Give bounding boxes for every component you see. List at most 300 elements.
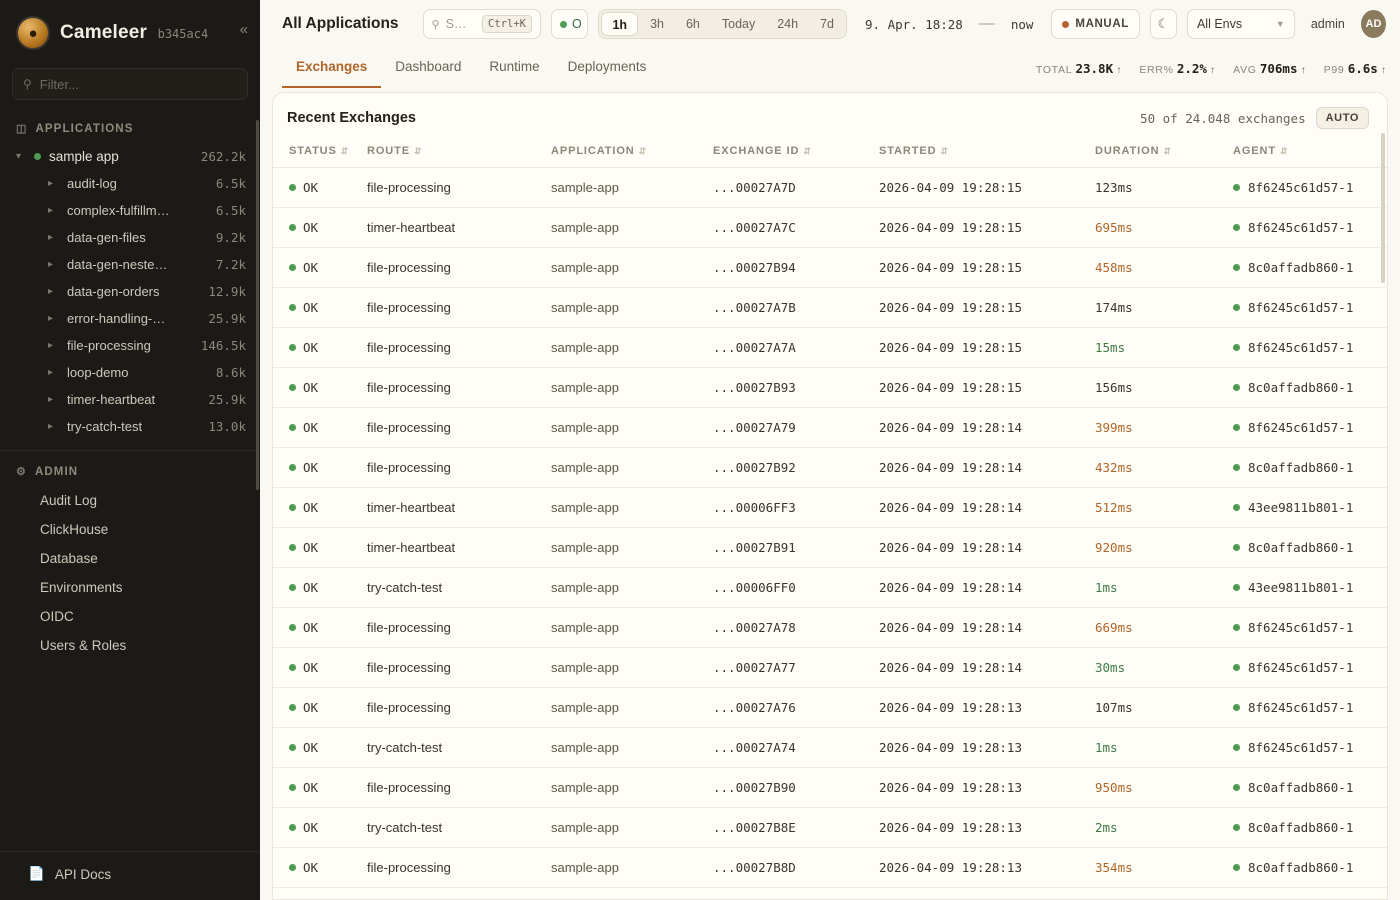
agent-label: 8c0affadb860-1	[1248, 380, 1354, 395]
moon-icon[interactable]: ☾	[1150, 9, 1177, 39]
table-row[interactable]	[273, 328, 1387, 368]
cell-duration: 2ms	[1087, 808, 1225, 848]
agent-status-dot-icon	[1233, 824, 1240, 831]
stat-value: 706ms	[1259, 60, 1298, 76]
table-row[interactable]	[273, 488, 1387, 528]
chevron-right-icon[interactable]: ▸	[48, 367, 54, 378]
agent-status-dot-icon	[1233, 544, 1240, 551]
manual-dot-icon	[1062, 21, 1069, 28]
table-row[interactable]	[273, 848, 1387, 888]
cell-started: 2026-04-09 19:28:14	[871, 528, 1087, 568]
sidebar-child-label: data-gen-files	[67, 230, 146, 245]
cell-duration: 123ms	[1087, 168, 1225, 208]
tabs	[282, 48, 660, 88]
cell-duration: 354ms	[1087, 848, 1225, 888]
sidebar-child-item[interactable]	[0, 305, 260, 332]
cell-started: 2026-04-09 19:28:15	[871, 328, 1087, 368]
column-header-label: EXCHANGE ID	[713, 145, 800, 157]
sidebar-app-label: sample app	[49, 149, 119, 164]
status-dot-icon	[289, 624, 296, 631]
status-label: OK	[303, 860, 319, 875]
cell-exchange-id[interactable]: ...00027A79	[705, 408, 871, 448]
chevron-right-icon[interactable]: ▸	[48, 340, 54, 351]
sidebar-item-sample-app[interactable]	[0, 143, 260, 170]
sidebar-child-label: file-processing	[67, 338, 151, 353]
cell-exchange-id[interactable]: ...00027A7A	[705, 328, 871, 368]
cell-duration: 432ms	[1087, 448, 1225, 488]
cell-started: 2026-04-09 19:28:14	[871, 648, 1087, 688]
agent-label: 8f6245c61d57-1	[1248, 180, 1354, 195]
cell-route: file-processing	[359, 648, 543, 688]
page-title: All Applications	[282, 15, 399, 32]
chevron-right-icon[interactable]: ▸	[48, 421, 54, 432]
agent-label: 8f6245c61d57-1	[1248, 700, 1354, 715]
sidebar-section-admin	[0, 455, 260, 486]
cell-exchange-id[interactable]: ...00027B93	[705, 368, 871, 408]
status-dot-icon	[34, 153, 41, 160]
stat-total	[1036, 61, 1121, 76]
table-row[interactable]	[273, 448, 1387, 488]
cell-started: 2026-04-09 19:28:14	[871, 608, 1087, 648]
table-row[interactable]	[273, 248, 1387, 288]
cell-application: sample-app	[543, 208, 705, 248]
agent-status-dot-icon	[1233, 704, 1240, 711]
global-search[interactable]	[423, 9, 541, 39]
sidebar-child-label: try-catch-test	[67, 419, 143, 434]
status-dot-icon	[289, 424, 296, 431]
sidebar-child-item[interactable]	[0, 278, 260, 305]
cell-status	[273, 288, 359, 328]
sidebar-child-item[interactable]	[0, 386, 260, 413]
status-label: OK	[303, 740, 319, 755]
cell-status	[273, 208, 359, 248]
cell-application: sample-app	[543, 328, 705, 368]
status-dot-icon	[289, 824, 296, 831]
stat-errpct	[1139, 61, 1215, 76]
table-row[interactable]	[273, 728, 1387, 768]
cell-started: 2026-04-09 19:28:13	[871, 848, 1087, 888]
column-header-label: STARTED	[879, 145, 937, 157]
cell-exchange-id[interactable]: ...00027A7D	[705, 168, 871, 208]
cell-route: try-catch-test	[359, 728, 543, 768]
cell-status	[273, 768, 359, 808]
stat-value: 6.6s	[1347, 60, 1378, 76]
exchanges-table	[273, 139, 1387, 888]
sidebar-child-label: data-gen-orders	[67, 284, 160, 299]
agent-label: 8f6245c61d57-1	[1248, 740, 1354, 755]
sidebar-admin-item[interactable]: OIDC	[40, 609, 74, 624]
exchanges-table-scroll[interactable]	[273, 139, 1387, 899]
agent-label: 8f6245c61d57-1	[1248, 620, 1354, 635]
agent-label: 8f6245c61d57-1	[1248, 300, 1354, 315]
cell-agent	[1225, 208, 1387, 248]
search-icon: ⚲	[431, 18, 440, 31]
cell-application: sample-app	[543, 848, 705, 888]
status-label: OK	[303, 500, 319, 515]
chevron-right-icon[interactable]: ▸	[48, 178, 54, 189]
cell-route: file-processing	[359, 248, 543, 288]
status-dot-icon	[289, 264, 296, 271]
chevron-right-icon[interactable]: ▸	[48, 232, 54, 243]
range-button-1h[interactable]: 1h	[601, 12, 638, 36]
panel-header	[273, 93, 1387, 139]
chevrons-left-icon[interactable]: «	[239, 21, 248, 38]
sort-icon[interactable]: ⇵	[340, 146, 350, 156]
sort-icon[interactable]: ⇵	[1280, 146, 1289, 156]
chevron-right-icon[interactable]: ▸	[48, 259, 54, 270]
cell-status	[273, 448, 359, 488]
tabs-row	[260, 48, 1400, 88]
column-header-started[interactable]	[871, 139, 1087, 168]
cell-status	[273, 408, 359, 448]
cell-duration: 174ms	[1087, 288, 1225, 328]
column-header-status[interactable]	[273, 139, 359, 168]
table-row[interactable]	[273, 528, 1387, 568]
cell-status	[273, 248, 359, 288]
stat-value: 23.8K	[1075, 60, 1114, 76]
agent-status-dot-icon	[1233, 464, 1240, 471]
column-header-label: APPLICATION	[551, 145, 635, 157]
cell-duration: 950ms	[1087, 768, 1225, 808]
status-label: OK	[303, 180, 319, 195]
status-dot-icon	[289, 504, 296, 511]
sidebar-child-item[interactable]	[0, 224, 260, 251]
cell-agent	[1225, 488, 1387, 528]
sidebar-item-api-docs[interactable]	[0, 851, 260, 900]
cell-exchange-id[interactable]: ...00027B92	[705, 448, 871, 488]
sidebar-child-item[interactable]	[0, 413, 260, 440]
sidebar-child-item[interactable]	[0, 197, 260, 224]
tab-exchanges[interactable]: Exchanges	[282, 48, 381, 88]
cell-status	[273, 528, 359, 568]
gear-icon: ⚙	[16, 466, 27, 478]
brand-name: Cameleer	[60, 22, 148, 43]
sidebar-child-count: 146.5k	[200, 338, 246, 353]
column-header-label: ROUTE	[367, 145, 410, 157]
table-row[interactable]	[273, 288, 1387, 328]
cell-agent	[1225, 568, 1387, 608]
table-row[interactable]	[273, 648, 1387, 688]
chevron-down-icon[interactable]: ▾	[16, 151, 22, 162]
sidebar-admin-item[interactable]: Environments	[40, 580, 123, 595]
sidebar-header	[0, 0, 260, 64]
time-from[interactable]: 9. Apr. 18:28	[865, 16, 963, 32]
table-row[interactable]	[273, 408, 1387, 448]
cell-route: timer-heartbeat	[359, 208, 543, 248]
sort-icon[interactable]: ⇵	[940, 146, 949, 156]
cell-status	[273, 608, 359, 648]
stat-label: AVG	[1233, 63, 1257, 76]
cell-route: file-processing	[359, 368, 543, 408]
table-row[interactable]	[273, 208, 1387, 248]
cell-status	[273, 168, 359, 208]
avatar[interactable]: AD	[1361, 10, 1386, 38]
cell-started: 2026-04-09 19:28:14	[871, 488, 1087, 528]
cell-agent	[1225, 288, 1387, 328]
cell-exchange-id[interactable]: ...00027B94	[705, 248, 871, 288]
status-label: OK	[303, 700, 319, 715]
agent-status-dot-icon	[1233, 864, 1240, 871]
status-label: OK	[303, 300, 319, 315]
sort-icon[interactable]: ⇵	[803, 146, 812, 156]
cell-started: 2026-04-09 19:28:13	[871, 808, 1087, 848]
document-icon: 📄	[28, 866, 45, 881]
sidebar	[0, 0, 260, 900]
cell-exchange-id[interactable]: ...00027A7C	[705, 208, 871, 248]
cell-agent	[1225, 528, 1387, 568]
status-label: OK	[303, 260, 319, 275]
table-body	[273, 168, 1387, 888]
status-dot-icon	[289, 544, 296, 551]
cell-started: 2026-04-09 19:28:15	[871, 168, 1087, 208]
cell-exchange-id[interactable]: ...00027B8E	[705, 808, 871, 848]
cell-duration: 107ms	[1087, 688, 1225, 728]
cell-duration: 1ms	[1087, 728, 1225, 768]
sidebar-admin-item[interactable]: Users & Roles	[40, 638, 127, 653]
tab-dashboard[interactable]: Dashboard	[395, 59, 462, 74]
cell-duration: 30ms	[1087, 648, 1225, 688]
cell-application: sample-app	[543, 248, 705, 288]
agent-label: 43ee9811b801-1	[1248, 580, 1354, 595]
cell-agent	[1225, 328, 1387, 368]
sidebar-child-count: 7.2k	[215, 257, 246, 272]
cell-status	[273, 328, 359, 368]
cell-exchange-id[interactable]: ...00027A76	[705, 688, 871, 728]
sidebar-child-label: audit-log	[67, 176, 117, 191]
cell-duration: 1ms	[1087, 568, 1225, 608]
status-dot-icon	[289, 864, 296, 871]
live-dot-icon	[560, 21, 567, 28]
agent-label: 8f6245c61d57-1	[1248, 220, 1354, 235]
cell-exchange-id[interactable]: ...00027B91	[705, 528, 871, 568]
cell-agent	[1225, 768, 1387, 808]
stat-trend-icon: ↑	[1381, 64, 1386, 76]
cell-agent	[1225, 848, 1387, 888]
status-label: OK	[303, 380, 319, 395]
range-button-6h[interactable]: 6h	[685, 17, 700, 31]
cell-agent	[1225, 808, 1387, 848]
chevron-right-icon[interactable]: ▸	[48, 286, 54, 297]
range-button-24h[interactable]: 24h	[777, 17, 799, 31]
sidebar-child-item[interactable]	[0, 170, 260, 197]
table-scrollbar[interactable]	[1381, 133, 1385, 283]
agent-status-dot-icon	[1233, 384, 1240, 391]
recent-exchanges-panel	[272, 92, 1388, 900]
status-dot-icon	[289, 664, 296, 671]
time-to[interactable]: now	[1010, 16, 1034, 32]
cell-started: 2026-04-09 19:28:13	[871, 768, 1087, 808]
chevron-right-icon[interactable]: ▸	[48, 205, 54, 216]
column-header-duration[interactable]	[1087, 139, 1225, 168]
cell-exchange-id[interactable]: ...00027B8D	[705, 848, 871, 888]
cell-exchange-id[interactable]: ...00006FF0	[705, 568, 871, 608]
status-dot-icon	[289, 744, 296, 751]
panel-title: Recent Exchanges	[287, 110, 416, 126]
env-select[interactable]	[1187, 9, 1295, 39]
sidebar-section-label-applications: APPLICATIONS	[35, 122, 134, 135]
cell-exchange-id[interactable]: ...00027A78	[705, 608, 871, 648]
status-dot-icon	[289, 344, 296, 351]
live-status-label: O	[571, 17, 582, 31]
sidebar-child-count: 12.9k	[208, 284, 246, 299]
cell-agent	[1225, 608, 1387, 648]
status-dot-icon	[289, 584, 296, 591]
cell-agent	[1225, 168, 1387, 208]
status-dot-icon	[289, 224, 296, 231]
agent-status-dot-icon	[1233, 504, 1240, 511]
sort-icon[interactable]: ⇵	[1163, 146, 1172, 156]
range-button-7d[interactable]: 7d	[820, 17, 834, 31]
status-label: OK	[303, 820, 319, 835]
agent-status-dot-icon	[1233, 264, 1240, 271]
sidebar-scrollbar[interactable]	[256, 120, 259, 490]
sidebar-child-count: 6.5k	[215, 176, 246, 191]
agent-status-dot-icon	[1233, 424, 1240, 431]
agent-label: 43ee9811b801-1	[1248, 500, 1354, 515]
sidebar-child-label: loop-demo	[67, 365, 129, 380]
cell-status	[273, 568, 359, 608]
cell-route: timer-heartbeat	[359, 488, 543, 528]
cell-route: file-processing	[359, 768, 543, 808]
status-dot-icon	[289, 184, 296, 191]
auto-refresh-badge[interactable]: AUTO	[1316, 107, 1369, 129]
stat-label: ERR%	[1139, 63, 1174, 76]
cell-started: 2026-04-09 19:28:14	[871, 408, 1087, 448]
cell-application: sample-app	[543, 448, 705, 488]
cell-started: 2026-04-09 19:28:13	[871, 688, 1087, 728]
cell-exchange-id[interactable]: ...00006FF3	[705, 488, 871, 528]
status-label: OK	[303, 660, 319, 675]
cell-application: sample-app	[543, 528, 705, 568]
table-row[interactable]	[273, 168, 1387, 208]
agent-label: 8f6245c61d57-1	[1248, 420, 1354, 435]
status-label: OK	[303, 540, 319, 555]
app-logo-icon: ●	[16, 16, 50, 50]
range-button-today[interactable]: Today	[721, 17, 756, 31]
tab-runtime[interactable]: Runtime	[489, 59, 540, 74]
agent-status-dot-icon	[1233, 184, 1240, 191]
stats-summary	[1036, 61, 1386, 76]
table-row[interactable]	[273, 368, 1387, 408]
agent-label: 8c0affadb860-1	[1248, 860, 1354, 875]
chevron-right-icon[interactable]: ▸	[48, 313, 54, 324]
sidebar-child-item[interactable]	[0, 332, 260, 359]
agent-status-dot-icon	[1233, 744, 1240, 751]
cell-agent	[1225, 368, 1387, 408]
sidebar-children-list	[0, 170, 260, 440]
cell-application: sample-app	[543, 168, 705, 208]
table-header	[273, 139, 1387, 168]
agent-label: 8f6245c61d57-1	[1248, 660, 1354, 675]
sidebar-admin-item[interactable]: Database	[40, 551, 98, 566]
cube-icon: ◫	[16, 123, 28, 135]
agent-status-dot-icon	[1233, 784, 1240, 791]
sidebar-child-label: complex-fulfillm…	[67, 203, 170, 218]
sidebar-admin-list	[0, 486, 260, 660]
sidebar-child-item[interactable]	[0, 359, 260, 386]
table-row[interactable]	[273, 568, 1387, 608]
stat-label: P99	[1323, 63, 1345, 76]
column-header-label: DURATION	[1095, 145, 1160, 157]
filter-box[interactable]	[12, 68, 248, 100]
cell-status	[273, 848, 359, 888]
brand-build-id: b345ac4	[157, 27, 209, 41]
filter-input[interactable]	[40, 77, 237, 92]
sidebar-child-label: timer-heartbeat	[67, 392, 156, 407]
column-header-agent[interactable]	[1225, 139, 1387, 168]
sidebar-app-count: 262.2k	[200, 149, 246, 164]
cell-started: 2026-04-09 19:28:15	[871, 288, 1087, 328]
table-header-row	[273, 139, 1387, 168]
cell-route: timer-heartbeat	[359, 528, 543, 568]
table-row[interactable]	[273, 688, 1387, 728]
sidebar-child-label: data-gen-neste…	[67, 257, 168, 272]
range-button-3h[interactable]: 3h	[650, 17, 664, 31]
cell-started: 2026-04-09 19:28:15	[871, 208, 1087, 248]
cell-route: try-catch-test	[359, 568, 543, 608]
time-range-group[interactable]	[598, 9, 847, 39]
env-select-value: All Envs	[1196, 17, 1243, 31]
status-label: OK	[303, 420, 319, 435]
agent-label: 8c0affadb860-1	[1248, 820, 1354, 835]
column-header-exchange-id[interactable]	[705, 139, 871, 168]
cell-exchange-id[interactable]: ...00027A74	[705, 728, 871, 768]
user-name: admin	[1310, 17, 1345, 31]
sort-icon[interactable]: ⇵	[638, 146, 648, 156]
sidebar-admin-item[interactable]: ClickHouse	[40, 522, 109, 537]
cell-exchange-id[interactable]: ...00027A7B	[705, 288, 871, 328]
sidebar-child-count: 13.0k	[208, 419, 246, 434]
cell-exchange-id[interactable]: ...00027A77	[705, 648, 871, 688]
table-row[interactable]	[273, 608, 1387, 648]
chevron-right-icon[interactable]: ▸	[48, 394, 54, 405]
agent-label: 8c0affadb860-1	[1248, 260, 1354, 275]
sidebar-divider	[0, 450, 260, 451]
cell-status	[273, 648, 359, 688]
column-header-route[interactable]	[359, 139, 543, 168]
sort-icon[interactable]: ⇵	[414, 146, 423, 156]
table-row[interactable]	[273, 808, 1387, 848]
sidebar-admin-item[interactable]: Audit Log	[40, 493, 98, 508]
cell-duration: 920ms	[1087, 528, 1225, 568]
stat-value: 2.2%	[1176, 60, 1207, 76]
cell-application: sample-app	[543, 488, 705, 528]
status-label: OK	[303, 220, 319, 235]
sidebar-section-label-admin: ADMIN	[34, 465, 79, 478]
tab-deployments[interactable]: Deployments	[567, 59, 647, 74]
cell-status	[273, 688, 359, 728]
status-label: OK	[303, 340, 319, 355]
sidebar-child-item[interactable]	[0, 251, 260, 278]
cell-route: file-processing	[359, 688, 543, 728]
agent-status-dot-icon	[1233, 624, 1240, 631]
cell-exchange-id[interactable]: ...00027B90	[705, 768, 871, 808]
live-status-pill[interactable]	[551, 9, 588, 39]
time-separator: —	[978, 15, 995, 32]
table-row[interactable]	[273, 768, 1387, 808]
cell-agent	[1225, 408, 1387, 448]
cell-started: 2026-04-09 19:28:14	[871, 568, 1087, 608]
refresh-mode-label: MANUAL	[1075, 18, 1129, 30]
column-header-application[interactable]	[543, 139, 705, 168]
cell-route: file-processing	[359, 328, 543, 368]
cell-started: 2026-04-09 19:28:15	[871, 368, 1087, 408]
agent-status-dot-icon	[1233, 344, 1240, 351]
agent-label: 8f6245c61d57-1	[1248, 340, 1354, 355]
refresh-mode-button[interactable]	[1051, 9, 1139, 39]
agent-status-dot-icon	[1233, 584, 1240, 591]
sidebar-child-count: 25.9k	[208, 311, 246, 326]
